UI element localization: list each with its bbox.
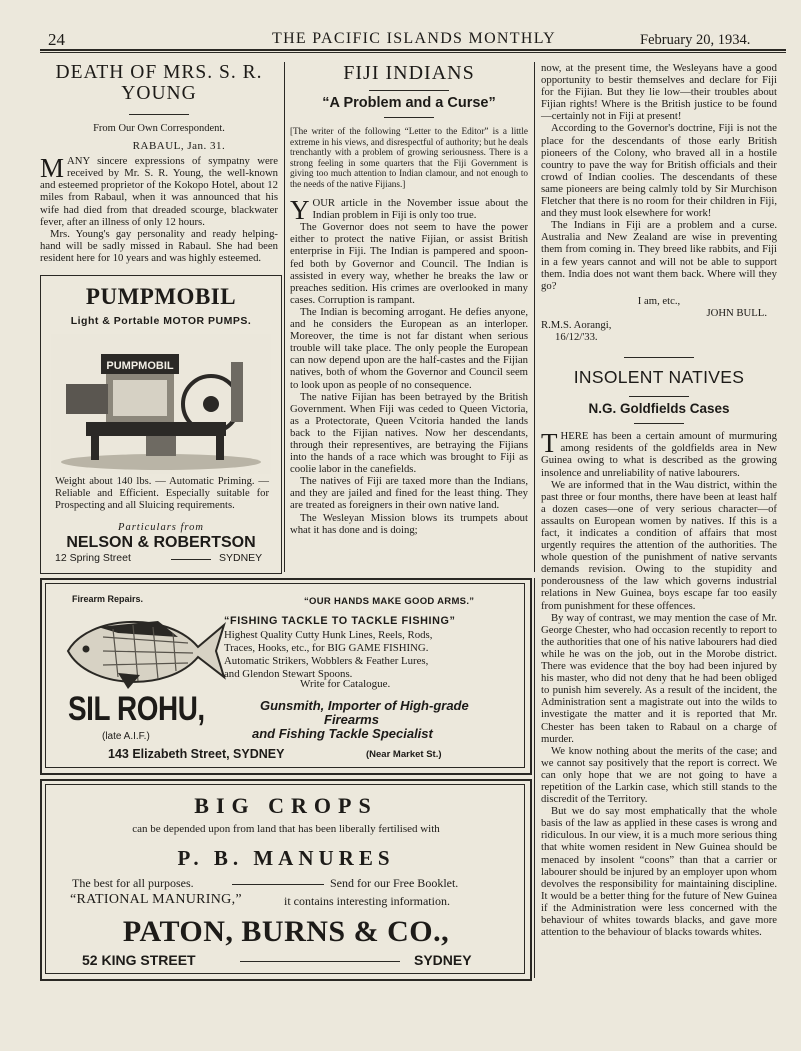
editor-note: [The writer of the following “Letter to the Editor” is a little extreme in his views, and disrespectful of authority; but he deals trenchantly with a problem of growing seriousness. There is a strong feeling in some quarters that the Fiji Government is giving too much attention to Indian clamour, and not enough to the needs of the native Fijians.] bbox=[290, 126, 528, 189]
insolent-headline: INSOLENT NATIVES bbox=[573, 367, 745, 388]
column-rule bbox=[534, 62, 535, 572]
crops-city: SYDNEY bbox=[414, 952, 472, 968]
letter-origin: R.M.S. Aorangi, bbox=[541, 318, 612, 331]
rohu-line: and Glendon Stewart Spoons. bbox=[224, 668, 353, 680]
rohu-tagline-1: Gunsmith, Importer of High-grade bbox=[260, 698, 469, 713]
drop-cap: Y bbox=[290, 195, 310, 226]
letter-signature: JOHN BULL. bbox=[706, 306, 767, 319]
rohu-name: SIL ROHU, bbox=[68, 690, 205, 728]
fiji-paragraph: now, at the present time, the Wesleyans have a good opportunity to bestir themselves and declare for Fiji for the Fijian. But they lie low—their troubles about Fijian rights! Where is the British justice to be found—certainly not in Fiji at present! bbox=[541, 62, 777, 123]
crops-title: BIG CROPS bbox=[194, 793, 378, 818]
crops-subtitle: can be depended upon from land that has been liberally fertilised with bbox=[132, 823, 440, 835]
subheadline-divider bbox=[384, 117, 434, 118]
particulars: Particulars from bbox=[118, 522, 204, 533]
column-rule bbox=[284, 62, 285, 572]
fiji-headline: FIJI INDIANS bbox=[343, 62, 475, 84]
headline-divider bbox=[129, 114, 189, 115]
crops-best: The best for all purposes. bbox=[72, 876, 194, 890]
drop-cap: M bbox=[40, 153, 65, 184]
pumpmobil-company: NELSON & ROBERTSON bbox=[66, 534, 256, 551]
insolent-paragraph: By way of contrast, we may mention the case of Mr. George Chester, who had occasion recently to report to the authorities that one of his native labourers had died while he was on the job, out in the Morobe district. There was evidence that the boy had been injured by his master, who did not deny that he had been obliged to punish him severely. As a result of the incident, the Administration sent a magistrate out into the wilds to investigate the matter and it is reported that Mr. Chester has been taken to Rabaul on a charge of murder. bbox=[541, 611, 777, 745]
rohu-tagline-2: Firearms bbox=[324, 712, 379, 727]
letter-date: 16/12/'33. bbox=[555, 331, 598, 344]
firearm-repairs: Firearm Repairs. bbox=[72, 594, 144, 604]
fish-illustration bbox=[58, 607, 228, 695]
rational-manuring: “RATIONAL MANURING,” bbox=[70, 892, 242, 907]
fiji-paragraph: OUR article in the November issue about the Indian problem in Fiji is only too true. bbox=[312, 197, 528, 222]
page-number: 24 bbox=[48, 30, 65, 49]
subheadline-divider bbox=[634, 423, 684, 424]
rohu-near: (Near Market St.) bbox=[366, 749, 442, 760]
drop-cap: T bbox=[541, 428, 558, 459]
crops-dash bbox=[232, 884, 324, 885]
insolent-subheadline: N.G. Goldfields Cases bbox=[588, 401, 730, 417]
pumpmobil-city: SYDNEY bbox=[219, 552, 263, 564]
death-headline: DEATH OF MRS. S. R. YOUNG bbox=[55, 62, 263, 104]
fiji-paragraph: The Wesleyan Mission blows its trumpets about what it has done and is doing; bbox=[290, 511, 528, 536]
rohu-late: (late A.I.F.) bbox=[102, 731, 150, 742]
big-crops-ad bbox=[40, 779, 532, 981]
pumpmobil-subtitle: Light & Portable MOTOR PUMPS. bbox=[70, 315, 252, 327]
issue-date: February 20, 1934. bbox=[640, 32, 751, 48]
rohu-heading: “FISHING TACKLE TO TACKLE FISHING” bbox=[224, 615, 456, 627]
crops-send: Send for our Free Booklet. bbox=[330, 876, 459, 890]
insolent-paragraph: We know nothing about the merits of the case; and we cannot say positively that the report is correct. We can only hope that we are not going to have a repetition of the Larkin case, which still stands to the discredit of the Territory. bbox=[541, 744, 777, 806]
pump-brand-plate: PUMPMOBIL bbox=[106, 360, 174, 372]
crops-street: 52 KING STREET bbox=[82, 952, 196, 968]
column-rule bbox=[534, 578, 535, 978]
letter-closing: I am, etc., bbox=[637, 294, 681, 307]
fiji-continued bbox=[541, 62, 777, 938]
catalogue-note: Write for Catalogue. bbox=[300, 678, 391, 690]
sil-rohu-ad bbox=[40, 578, 532, 775]
rohu-address: 143 Elizabeth Street, SYDNEY bbox=[108, 747, 285, 761]
death-article bbox=[40, 62, 278, 264]
headline-divider bbox=[369, 90, 449, 91]
rohu-line: Traces, Hooks, etc., for BIG GAME FISHING. bbox=[224, 642, 429, 654]
header-rule bbox=[40, 49, 786, 51]
rohu-slogan: “OUR HANDS MAKE GOOD ARMS.” bbox=[304, 596, 475, 607]
crops-address-dash bbox=[240, 961, 400, 962]
insolent-paragraph: HERE has been a certain amount of murmuring among residents of the goldfields area in New Guinea owing to what is described as the growing insolence and unreliability of native labourers. bbox=[541, 430, 777, 479]
fiji-subheadline: “A Problem and a Curse” bbox=[322, 95, 496, 111]
paton-burns-company: PATON, BURNS & CO., bbox=[122, 915, 450, 948]
pumpmobil-body: Weight about 140 lbs. — Automatic Priming. — Reliable and Efficient. Especially suitable for Prospecting and all Sluicing requirements. bbox=[55, 476, 269, 511]
fiji-paragraph: The Indian is becoming arrogant. He defies anyone, and he considers the European as an interloper. Moreover, the time is not far distant when serious trouble will take place. The only people the European can now depend upon are the half-castes and the Fijian natives, both of whom the Governor and Council seem to look upon as people of no consequence. bbox=[290, 305, 528, 391]
insolent-paragraph: But we do say most emphatically that the whole basis of the law as applied in these cases is wrong and ridiculous. In our view, it is a much more serious thing that white women resident in New Guinea should be menaced by insolent “coons” than that a carrier or labourer should be injured by an employer upon whom devolves the responsibility for maintaining discipline. It would be a better thing for the future of New Guinea if the Administration were less concerned with the behaviour of whites towards blacks, and gave more attention to the behaviour of blacks towards whites. bbox=[541, 805, 777, 939]
address-dash bbox=[171, 559, 211, 560]
fiji-paragraph: The Governor does not seem to have the power either to protect the native Fijian, or assist British enterprise in Fiji. The Indian is pampered and spoon-fed both by Governor and Council. The Indian is assisted in every way, whether he breaks the law or preaches sedition. His crimes are overlooked in many cases. Corruption is rampant. bbox=[290, 221, 528, 306]
byline: From Our Own Correspondent. bbox=[93, 123, 225, 134]
pumpmobil-ad bbox=[40, 275, 282, 574]
fiji-paragraph: The Indians in Fiji are a problem and a curse. Australia and New Zealand are wise in preventing them from coming in. They breed like rabbits, and Fiji in a few years cannot and will not be able to support them. India does not want them back. Where will they go? bbox=[541, 219, 777, 292]
rohu-product-lines bbox=[224, 629, 432, 681]
dateline: RABAUL, Jan. 31. bbox=[132, 140, 226, 153]
rohu-line: Highest Quality Cutty Hunk Lines, Reels, Rods, bbox=[224, 629, 433, 641]
fiji-paragraph: The native Fijian has been betrayed by the British Government. When Fiji was ceded to Queen Victoria, as a Protectorate, Queen Vcitoria handed the lands back to the Fijian natives. Now her descendants, through their representives, are betraying the Fijians into the hands of a race which was brought to Fiji as coolie labor in the canefields. bbox=[290, 390, 528, 476]
motor-pump-illustration bbox=[51, 334, 271, 474]
article-divider bbox=[624, 357, 694, 358]
death-paragraph: ANY sincere expressions of sympatny were received by Mr. S. R. Young, the well-known and esteemed proprietor of the Kokopo Hotel, about 12 miles from Rabaul, when it was announced that his wife had died from that dreaded scourge, blackwater fever, after an illness of only 12 hours. bbox=[40, 155, 278, 228]
pumpmobil-street: 12 Spring Street bbox=[55, 552, 131, 564]
header-rule-thin bbox=[40, 52, 786, 53]
headline-divider bbox=[629, 396, 689, 397]
rohu-line: Automatic Strikers, Wobblers & Feather Lures, bbox=[224, 655, 429, 667]
insolent-paragraph: We are informed that in the Wau district, within the past three or four months, there have been at least half a dozen cases—one of very serious character—of assaults on European women by natives. If this is a fact, it indicates a condition of affairs that most urgently requires the attention of the authorities. The whole question of the punishment of native servants demands revision. Owing to the stupidity and ponderousness of the law which governs industrial relations in New Guinea, boys escape far too easily from punishment for these offences. bbox=[541, 478, 777, 612]
death-paragraph: Mrs. Young's gay personality and ready helping-hand will be sadly missed in Rabaul. She had been resident here for 10 years and was highly esteemed. bbox=[40, 227, 278, 264]
publication-title: THE PACIFIC ISLANDS MONTHLY bbox=[272, 30, 557, 47]
pumpmobil-title: PUMPMOBIL bbox=[85, 284, 237, 309]
fiji-paragraph: According to the Governor's doctrine, Fiji is not the place for the descendants of those early British pioneers of the Colony, who braved all in a hostile country to pave the way for British officials and their crowd of Indian coolies. The descendants of these same pioneers are being calmly told by Sir Murchison Fletcher that there is no room for their children in Fiji, and they must look elsewhere for work! bbox=[541, 122, 777, 220]
fiji-article bbox=[290, 62, 528, 536]
crops-contains: it contains interesting information. bbox=[284, 894, 450, 908]
fiji-paragraph: The natives of Fiji are taxed more than the Indians, and they are jailed and fined for the least thing. They are treated as foreigners in their own native land. bbox=[290, 475, 528, 512]
pb-manures: P. B. MANURES bbox=[177, 846, 395, 870]
rohu-tagline-3: and Fishing Tackle Specialist bbox=[252, 726, 433, 741]
